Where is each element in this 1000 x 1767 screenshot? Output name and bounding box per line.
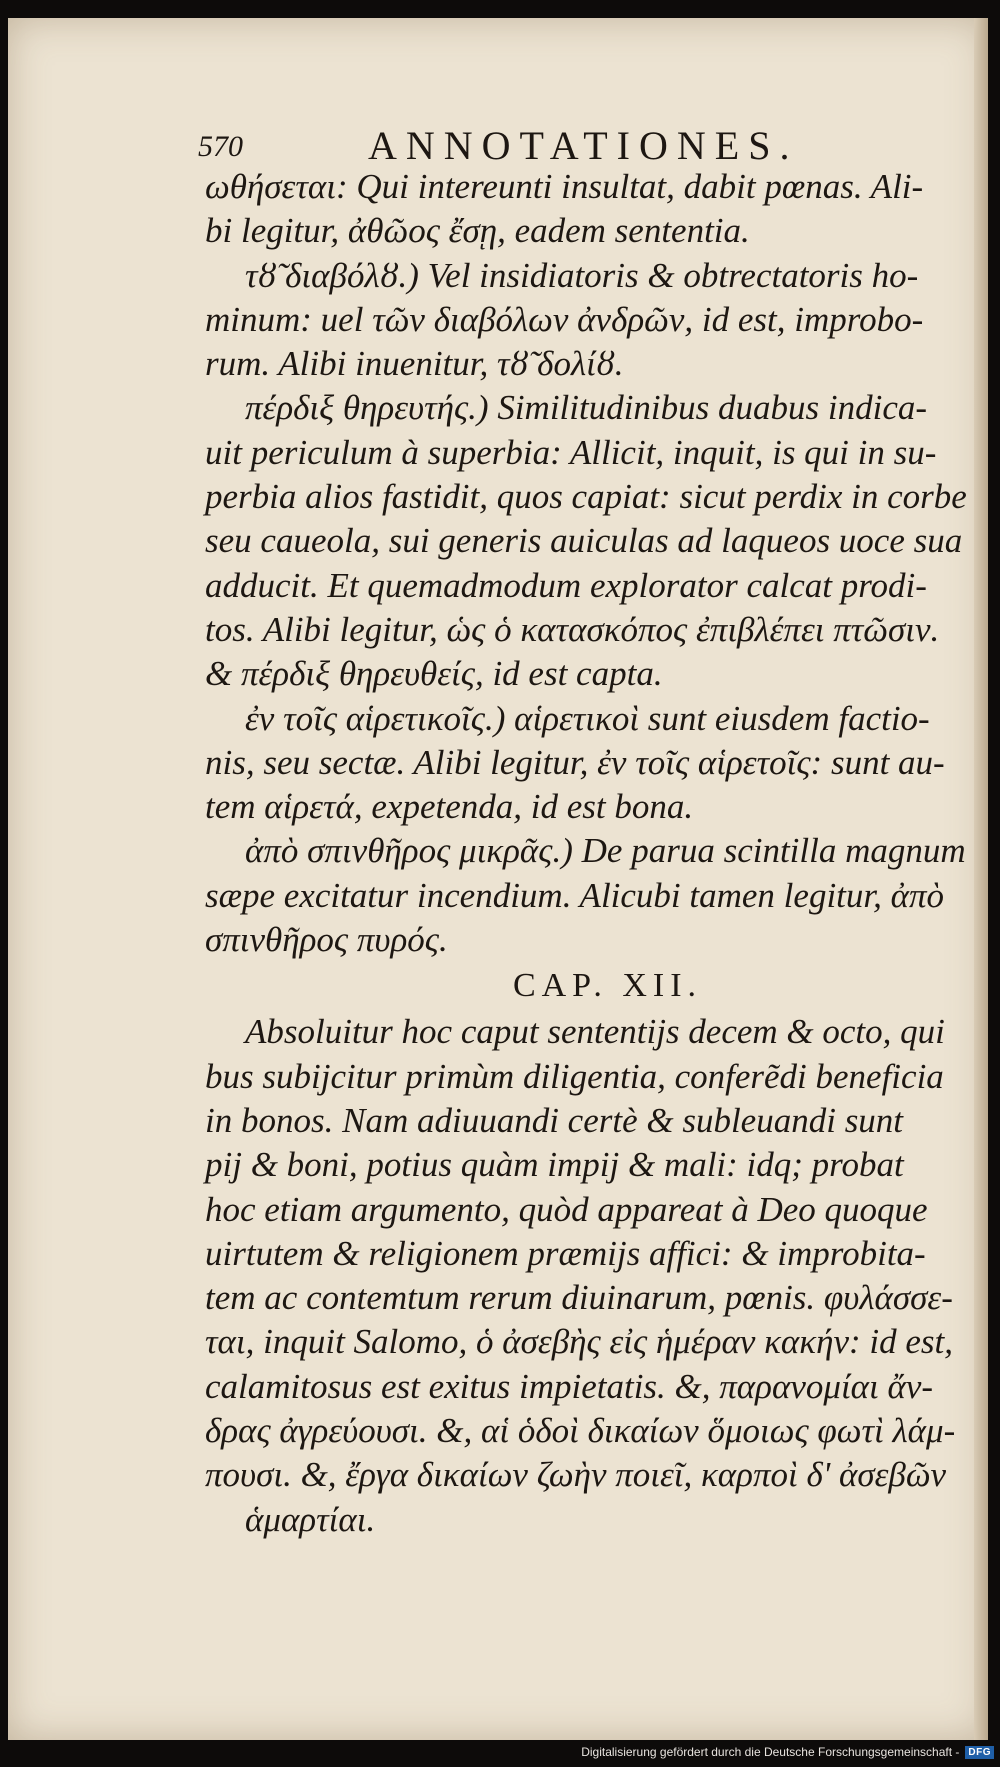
body-text [205,165,967,1542]
text-line: σπινθῆρος πυρός. [205,920,448,960]
funding-note: Digitalisierung gefördert durch die Deutsche Forschungsgemeinschaft - [581,1745,960,1759]
page-number: 570 [198,130,243,163]
text-line: bus subijcitur primùm diligentia, conferẽdi beneficia [205,1056,944,1096]
text-line: τȣ̃ διαβόλȣ.) Vel insidiatoris & obtrectatoris ho- [245,255,919,295]
text-line: nis, seu sectæ. Alibi legitur, ἐν τοῖς αἱρετοῖς: sunt au- [205,742,945,782]
text-line: in bonos. Nam adiuuandi certè & subleuandi sunt [205,1100,904,1140]
text-line: rum. Alibi inuenitur, τȣ̃ δολίȣ. [205,344,624,384]
text-line: uit periculum à superbia: Allicit, inquit, is qui in su- [205,432,937,472]
text-line: tem αἱρετά, expetenda, id est bona. [205,787,694,827]
text-line: ἀπὸ σπινθῆρος μικρᾶς.) De parua scintilla magnum [245,831,966,871]
text-line: minum: uel τῶν διαβόλων ἀνδρῶν, id est, improbo- [205,299,924,339]
text-line: tos. Alibi legitur, ὡς ὁ κατασκόπος ἐπιβλέπει πτῶσιν. [205,609,940,649]
text-line: adducit. Et quemadmodum explorator calcat prodi- [205,565,927,605]
text-line: πέρδιξ θηρευτής.) Similitudinibus duabus indica- [245,388,928,428]
text-line: pij & boni, potius quàm impij & mali: idq; probat [205,1145,904,1185]
footer-credit [581,1743,994,1761]
chapter-heading: CAP. XII. [512,967,703,1005]
page-edge [974,18,988,1740]
text-line: ται, inquit Salomo, ὁ ἀσεβὴς εἰς ἡμέραν κακήν: id est, [205,1322,953,1362]
text-line: πουσι. &, ἔργα δικαίων ζωὴν ποιεῖ, καρποὶ δ' ἀσεβῶν [205,1455,947,1495]
text-line: uirtutem & religionem præmijs affici: & improbita- [205,1233,926,1273]
text-line: sæpe excitatur incendium. Alicubi tamen legitur, ἀπὸ [205,875,945,915]
text-line: perbia alios fastidit, quos capiat: sicut perdix in corbe [205,477,967,517]
text-line: seu caueola, sui generis auiculas ad laqueos uoce sua [205,521,963,561]
text-line: calamitosus est exitus impietatis. &, παρανομίαι ἄν- [205,1366,934,1406]
text-line: ωθήσεται: Qui intereunti insultat, dabit pœnas. Ali- [205,167,924,206]
dfg-logo-icon: DFG [965,1746,994,1759]
text-line: bi legitur, ἀθῶος ἔσῃ, eadem sententia. [205,211,750,251]
text-line: Absoluitur hoc caput sententijs decem & octo, qui [245,1012,945,1052]
text-line: tem ac contemtum rerum diuinarum, pœnis. φυλάσσε- [205,1278,953,1318]
running-title: ANNOTATIONES. [368,123,799,168]
text-line: ἐν τοῖς αἱρετικοῖς.) αἱρετικοὶ sunt eiusdem factio- [245,698,930,738]
text-line: ἁμαρτίαι. [245,1499,376,1539]
text-line: δρας ἀγρεύουσι. &, αἱ ὁδοὶ δικαίων ὅμοιως φωτὶ λάμ- [205,1411,956,1451]
text-line: hoc etiam argumento, quòd appareat à Deo quoque [205,1189,928,1229]
text-line: & πέρδιξ θηρευθείς, id est capta. [205,654,663,694]
